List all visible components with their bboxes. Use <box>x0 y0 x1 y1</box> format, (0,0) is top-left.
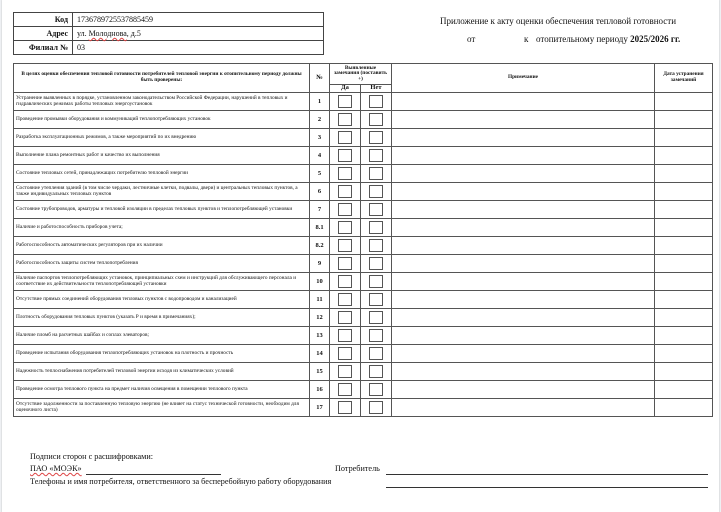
check-item-number: 12 <box>310 309 330 327</box>
responsible-phones-line[interactable] <box>386 487 708 488</box>
check-item-number: 3 <box>310 129 330 147</box>
no-checkbox[interactable] <box>369 167 383 180</box>
check-item-number: 13 <box>310 327 330 345</box>
yes-cell <box>330 309 361 327</box>
checklist-row <box>14 381 713 399</box>
yes-cell <box>330 399 361 417</box>
date-from-label: от <box>467 34 476 44</box>
checklist-row <box>14 147 713 165</box>
check-item-number: 9 <box>310 255 330 273</box>
note-cell[interactable] <box>392 165 655 183</box>
checklist-row <box>14 93 713 111</box>
no-cell <box>361 201 392 219</box>
note-cell[interactable] <box>392 183 655 201</box>
check-item-number: 2 <box>310 111 330 129</box>
yes-cell <box>330 183 361 201</box>
yes-cell <box>330 327 361 345</box>
check-item-text: Проведение осмотра теплового пункта на предмет наличия освещения в помещении теплового пункта <box>14 381 310 399</box>
check-item-number: 15 <box>310 363 330 381</box>
col-date-header: Дата устранения замечаний <box>655 64 713 93</box>
check-item-text: Работоспособность автоматических регуляторов при их наличии <box>14 237 310 255</box>
no-checkbox[interactable] <box>369 257 383 270</box>
yes-cell <box>330 255 361 273</box>
check-item-text: Плотность оборудования тепловых пунктов (указать Р и время в примечаниях); <box>14 309 310 327</box>
check-item-number: 5 <box>310 165 330 183</box>
no-cell <box>361 309 392 327</box>
no-cell <box>361 399 392 417</box>
to-label: к <box>524 34 529 44</box>
check-item-number: 11 <box>310 291 330 309</box>
moek-signature-line[interactable] <box>86 474 221 475</box>
no-checkbox[interactable] <box>369 149 383 162</box>
check-item-text: Проведение промывки оборудования и коммуникаций теплопотребляющих установок <box>14 111 310 129</box>
yes-cell <box>330 129 361 147</box>
yes-cell <box>330 111 361 129</box>
yes-cell <box>330 93 361 111</box>
check-item-number: 8.1 <box>310 219 330 237</box>
no-checkbox[interactable] <box>369 239 383 252</box>
yes-checkbox[interactable] <box>338 401 352 414</box>
note-cell[interactable] <box>392 237 655 255</box>
check-item-text: Наличие и работоспособность приборов учета; <box>14 219 310 237</box>
no-cell <box>361 381 392 399</box>
checklist-row <box>14 237 713 255</box>
yes-checkbox[interactable] <box>338 275 352 288</box>
col-description-header: В целях оценки обеспечения тепловой готовности потребителей тепловой энергии к отопительному периоду должны быть проверены: <box>14 64 310 93</box>
no-cell <box>361 111 392 129</box>
check-item-number: 6 <box>310 183 330 201</box>
checklist-row <box>14 399 713 417</box>
check-item-text: Выполнение плана ремонтных работ и качество их выполнения <box>14 147 310 165</box>
code-value: 1736789725537885459 <box>73 13 324 27</box>
no-checkbox[interactable] <box>369 275 383 288</box>
document-page <box>2 0 719 512</box>
yes-checkbox[interactable] <box>338 293 352 306</box>
fix-date-cell[interactable] <box>655 165 713 183</box>
yes-checkbox[interactable] <box>338 329 352 342</box>
checklist-row <box>14 273 713 291</box>
checklist-row <box>14 327 713 345</box>
yes-cell <box>330 273 361 291</box>
yes-cell <box>330 345 361 363</box>
fix-date-cell[interactable] <box>655 183 713 201</box>
note-cell[interactable] <box>392 363 655 381</box>
checklist-row <box>14 201 713 219</box>
yes-checkbox[interactable] <box>338 257 352 270</box>
checklist-row <box>14 309 713 327</box>
check-item-text: Состояние утепления зданий (в том числе чердаки, лестничные клетки, подвалы, двери) и центральных тепловых пунктов, а также индивидуальных тепловых пунктов <box>14 183 310 201</box>
yes-checkbox[interactable] <box>338 149 352 162</box>
no-checkbox[interactable] <box>369 131 383 144</box>
no-checkbox[interactable] <box>369 347 383 360</box>
yes-cell <box>330 165 361 183</box>
yes-checkbox[interactable] <box>338 185 352 198</box>
checklist-row <box>14 255 713 273</box>
fix-date-cell[interactable] <box>655 219 713 237</box>
fix-date-cell[interactable] <box>655 309 713 327</box>
check-item-text: Проведение испытания оборудования теплопотребляющих установок на плотность и прочность <box>14 345 310 363</box>
no-cell <box>361 255 392 273</box>
checklist-table <box>13 63 713 417</box>
note-cell[interactable] <box>392 345 655 363</box>
note-cell[interactable] <box>392 129 655 147</box>
consumer-signature-line[interactable] <box>386 474 708 475</box>
note-cell[interactable] <box>392 309 655 327</box>
no-cell <box>361 327 392 345</box>
no-cell <box>361 237 392 255</box>
check-item-number: 7 <box>310 201 330 219</box>
yes-cell <box>330 201 361 219</box>
yes-checkbox[interactable] <box>338 167 352 180</box>
check-item-number: 14 <box>310 345 330 363</box>
note-cell[interactable] <box>392 255 655 273</box>
yes-checkbox[interactable] <box>338 95 352 108</box>
yes-cell <box>330 219 361 237</box>
no-checkbox[interactable] <box>369 383 383 396</box>
no-cell <box>361 183 392 201</box>
fix-date-cell[interactable] <box>655 255 713 273</box>
note-cell[interactable] <box>392 273 655 291</box>
fix-date-cell[interactable] <box>655 129 713 147</box>
yes-cell <box>330 237 361 255</box>
no-cell <box>361 147 392 165</box>
checklist-row <box>14 129 713 147</box>
address-label: Адрес <box>14 27 73 41</box>
col-yes-header: Да <box>330 85 361 93</box>
fix-date-cell[interactable] <box>655 327 713 345</box>
check-item-text: Наличие пломб на расчетных шайбах и соплах элеваторов; <box>14 327 310 345</box>
checklist-row <box>14 165 713 183</box>
no-cell <box>361 219 392 237</box>
note-cell[interactable] <box>392 291 655 309</box>
checklist-row <box>14 111 713 129</box>
yes-checkbox[interactable] <box>338 365 352 378</box>
yes-checkbox[interactable] <box>338 347 352 360</box>
address-value: ул. Молоднова, д.5 <box>73 27 324 41</box>
check-item-text: Отсутствие задолженности за поставленную тепловую энергию (не влияет на статус технической готовности, необходим для оценочного листа) <box>14 399 310 417</box>
yes-checkbox[interactable] <box>338 383 352 396</box>
note-cell[interactable] <box>392 147 655 165</box>
branch-label: Филиал № <box>14 41 73 55</box>
note-cell[interactable] <box>392 327 655 345</box>
check-item-text: Состояние трубопроводов, арматуры и тепловой изоляции в пределах тепловых пунктов и теплопотребляющей установки <box>14 201 310 219</box>
check-item-number: 10 <box>310 273 330 291</box>
checklist-row <box>14 291 713 309</box>
check-item-number: 1 <box>310 93 330 111</box>
checklist-row <box>14 219 713 237</box>
branch-value: 03 <box>73 41 324 55</box>
no-checkbox[interactable] <box>369 293 383 306</box>
no-cell <box>361 363 392 381</box>
check-item-text: Надежность теплоснабжения потребителей тепловой энергии исходя из климатических условий <box>14 363 310 381</box>
no-checkbox[interactable] <box>369 329 383 342</box>
note-cell[interactable] <box>392 111 655 129</box>
code-label: Код <box>14 13 73 27</box>
yes-checkbox[interactable] <box>338 131 352 144</box>
checklist-row <box>14 363 713 381</box>
moek-label: ПАО «МОЭК» <box>30 464 82 473</box>
check-item-number: 4 <box>310 147 330 165</box>
check-item-text: Отсутствие прямых соединений оборудования тепловых пунктов с водопроводом и канализацией <box>14 291 310 309</box>
note-cell[interactable] <box>392 381 655 399</box>
fix-date-cell[interactable] <box>655 345 713 363</box>
check-item-text: Устранение выявленных в порядке, установленном законодательством Российской Федерации, нарушений в тепловых и гидравлических режимах работы тепловых энергоустановок <box>14 93 310 111</box>
object-info-table <box>13 12 324 55</box>
yes-checkbox[interactable] <box>338 203 352 216</box>
yes-checkbox[interactable] <box>338 113 352 126</box>
col-no-header: Нет <box>361 85 392 93</box>
fix-date-cell[interactable] <box>655 399 713 417</box>
col-note-header: Примечание <box>392 64 655 93</box>
signatures-heading: Подписи сторон с расшифровками: <box>30 452 153 461</box>
fix-date-cell[interactable] <box>655 363 713 381</box>
yes-cell <box>330 147 361 165</box>
fix-date-cell[interactable] <box>655 291 713 309</box>
check-item-number: 8.2 <box>310 237 330 255</box>
no-cell <box>361 93 392 111</box>
check-item-number: 16 <box>310 381 330 399</box>
fix-date-cell[interactable] <box>655 273 713 291</box>
no-checkbox[interactable] <box>369 221 383 234</box>
note-cell[interactable] <box>392 219 655 237</box>
col-remarks-header: Выявленные замечания (поставить +) <box>330 64 392 85</box>
no-checkbox[interactable] <box>369 311 383 324</box>
yes-cell <box>330 291 361 309</box>
fix-date-cell[interactable] <box>655 147 713 165</box>
yes-cell <box>330 363 361 381</box>
no-cell <box>361 291 392 309</box>
yes-checkbox[interactable] <box>338 311 352 324</box>
fix-date-cell[interactable] <box>655 93 713 111</box>
no-checkbox[interactable] <box>369 203 383 216</box>
no-checkbox[interactable] <box>369 113 383 126</box>
note-cell[interactable] <box>392 399 655 417</box>
responsible-phones-label: Телефоны и имя потребителя, ответственного за бесперебойную работу оборудования <box>30 477 332 486</box>
document-title: Приложение к акту оценки обеспечения тепловой готовности <box>439 16 677 26</box>
note-cell[interactable] <box>392 93 655 111</box>
no-cell <box>361 129 392 147</box>
checklist-row <box>14 345 713 363</box>
fix-date-cell[interactable] <box>655 381 713 399</box>
yes-checkbox[interactable] <box>338 239 352 252</box>
no-checkbox[interactable] <box>369 185 383 198</box>
no-cell <box>361 165 392 183</box>
note-cell[interactable] <box>392 201 655 219</box>
consumer-label: Потребитель <box>335 464 380 473</box>
no-checkbox[interactable] <box>369 365 383 378</box>
check-item-number: 17 <box>310 399 330 417</box>
check-item-text: Состояние тепловых сетей, принадлежащих потребителю тепловой энергии <box>14 165 310 183</box>
yes-cell <box>330 381 361 399</box>
check-item-text: Работоспособность защиты систем теплопотребления <box>14 255 310 273</box>
check-item-text: Разработка эксплуатационных режимов, а также мероприятий по их внедрению <box>14 129 310 147</box>
no-cell <box>361 273 392 291</box>
no-cell <box>361 345 392 363</box>
heating-period: отопительному периоду 2025/2026 гг. <box>536 34 681 44</box>
no-checkbox[interactable] <box>369 401 383 414</box>
checklist-row <box>14 183 713 201</box>
col-number-header: № <box>310 64 330 93</box>
yes-checkbox[interactable] <box>338 221 352 234</box>
check-item-text: Наличие паспортов теплопотребляющих установок, принципиальных схем и инструкций для обслуживающего персонала и соответствие их действительности теплопотребляющей установки <box>14 273 310 291</box>
no-checkbox[interactable] <box>369 95 383 108</box>
fix-date-cell[interactable] <box>655 237 713 255</box>
fix-date-cell[interactable] <box>655 201 713 219</box>
fix-date-cell[interactable] <box>655 111 713 129</box>
